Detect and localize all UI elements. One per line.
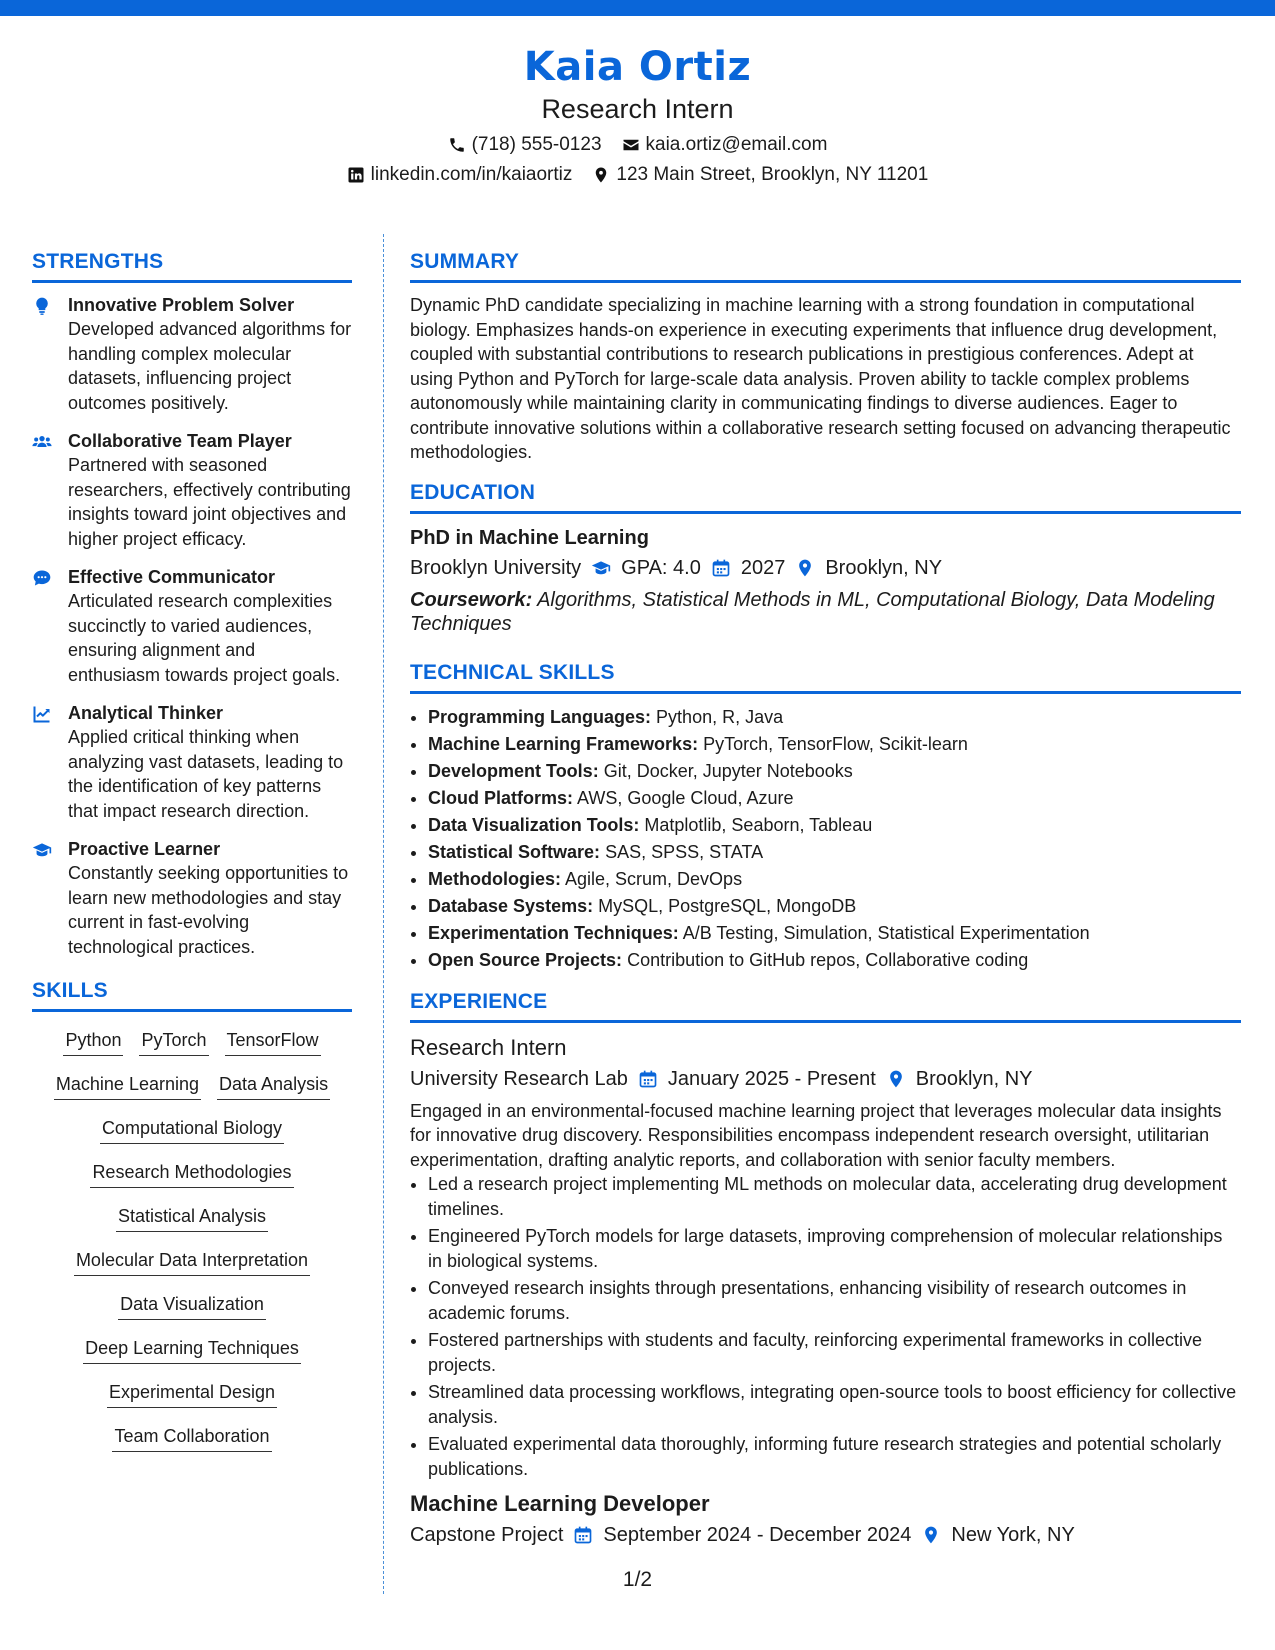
skill-tag: Computational Biology bbox=[100, 1116, 284, 1144]
calendar-icon bbox=[711, 558, 731, 578]
list-item: • Streamlined data processing workflows, integrating open-source tools to boost efficiency for collective analysis. bbox=[428, 1380, 1241, 1429]
email-item[interactable] bbox=[622, 130, 828, 160]
job-title: Machine Learning Developer bbox=[410, 1491, 710, 1516]
map-pin-icon bbox=[592, 166, 610, 184]
strength-title: Analytical Thinker bbox=[68, 703, 224, 723]
linkedin-icon bbox=[347, 166, 365, 184]
address-item bbox=[592, 160, 928, 190]
list-item bbox=[428, 866, 1241, 893]
list-item bbox=[428, 731, 1241, 758]
map-pin-icon bbox=[795, 558, 815, 578]
job-meta bbox=[410, 1519, 1241, 1551]
strength-item bbox=[32, 837, 352, 959]
skill-tag: Machine Learning bbox=[54, 1072, 201, 1100]
skill-tag: PyTorch bbox=[139, 1028, 208, 1056]
map-pin-icon bbox=[886, 1069, 906, 1089]
list-item bbox=[428, 839, 1241, 866]
skill-value: AWS, Google Cloud, Azure bbox=[577, 787, 794, 808]
comment-icon bbox=[32, 565, 54, 687]
summary-text: Dynamic PhD candidate specializing in machine learning with a strong foundation in computational biology. Emphasizes hands-on experience in executing experiments that influence drug development, coupled with substantial contributions to research publications in prestigious conferences. Adept at using Python and PyTorch for large-scale data analysis. Proven ability to tackle complex problems autonomously while maintaining clarity in communicating findings to diverse audiences. Eager to contribute innovative solutions within a collaborative research setting focused on advancing therapeutic methodologies. bbox=[410, 295, 1231, 462]
strength-title: Proactive Learner bbox=[68, 839, 221, 859]
resume-header bbox=[0, 40, 1275, 190]
job-org: Capstone Project bbox=[410, 1524, 564, 1546]
summary-heading: SUMMARY bbox=[410, 248, 1241, 283]
envelope-icon bbox=[622, 136, 640, 154]
strength-title: Collaborative Team Player bbox=[68, 431, 292, 451]
degree-title: PhD in Machine Learning bbox=[410, 526, 649, 549]
list-item bbox=[428, 704, 1241, 731]
column-divider bbox=[383, 234, 384, 1594]
lightbulb-icon bbox=[32, 293, 54, 415]
skill-tag: TensorFlow bbox=[225, 1028, 321, 1056]
skill-tag: Data Analysis bbox=[217, 1072, 330, 1100]
job-org: University Research Lab bbox=[410, 1067, 628, 1090]
list-item: • Evaluated experimental data thoroughly, informing future research strategies and potential scholarly publications. bbox=[428, 1432, 1241, 1481]
skill-tag: Python bbox=[63, 1028, 123, 1056]
education-meta bbox=[410, 552, 1241, 584]
list-item bbox=[428, 758, 1241, 785]
technical-skills-heading: TECHNICAL SKILLS bbox=[410, 659, 1241, 694]
job-meta bbox=[410, 1063, 1241, 1095]
list-item: • Led a research project implementing ML methods on molecular data, accelerating drug development timelines. bbox=[428, 1172, 1241, 1221]
job-location: New York, NY bbox=[951, 1524, 1075, 1546]
calendar-icon bbox=[573, 1525, 593, 1545]
users-icon bbox=[32, 429, 54, 551]
calendar-icon bbox=[638, 1069, 658, 1089]
strength-desc: Applied critical thinking when analyzing vast datasets, leading to the identification of key patterns that impact research direction. bbox=[68, 727, 344, 821]
skill-label: Programming Languages: bbox=[428, 706, 652, 727]
list-item bbox=[428, 812, 1241, 839]
skill-tag: Experimental Design bbox=[107, 1380, 277, 1408]
contact-row-1 bbox=[0, 130, 1275, 160]
gpa-text: GPA: 4.0 bbox=[621, 556, 701, 579]
strength-desc: Developed advanced algorithms for handling complex molecular datasets, influencing project outcomes positively. bbox=[68, 319, 352, 413]
skill-value: Matplotlib, Seaborn, Tableau bbox=[644, 814, 873, 835]
skill-label: Cloud Platforms: bbox=[428, 787, 574, 808]
job-summary: Engaged in an environmental-focused machine learning project that leverages molecular data insights for innovative drug discovery. Responsibilities encompass independent research oversight, utilitarian experimentation, drafting analytic reports, and collaboration with senior faculty members. bbox=[410, 1100, 1222, 1170]
coursework-text: Algorithms, Statistical Methods in ML, Computational Biology, Data Modeling Techniques bbox=[410, 588, 1215, 635]
strength-desc: Articulated research complexities succinctly to varied audiences, ensuring alignment and enthusiasm towards project goals. bbox=[68, 591, 341, 685]
top-accent-bar bbox=[0, 0, 1275, 16]
skill-tag: Research Methodologies bbox=[90, 1160, 293, 1188]
school-name: Brooklyn University bbox=[410, 556, 582, 579]
phone-item bbox=[448, 130, 602, 160]
strength-desc: Constantly seeking opportunities to learn new methodologies and stay current in fast-evolving technological practices. bbox=[68, 863, 349, 957]
graduation-year: 2027 bbox=[740, 556, 786, 579]
list-item: • Fostered partnerships with students and faculty, reinforcing experimental frameworks in collective projects. bbox=[428, 1328, 1241, 1377]
contact-row-2 bbox=[0, 160, 1275, 190]
skill-label: Open Source Projects: bbox=[428, 949, 623, 970]
skill-label: Database Systems: bbox=[428, 895, 594, 916]
right-column bbox=[410, 248, 1241, 1551]
skills-list bbox=[32, 1022, 352, 1452]
job-title: Research Intern bbox=[410, 1034, 567, 1060]
job-location: Brooklyn, NY bbox=[915, 1067, 1033, 1090]
candidate-role: Research Intern bbox=[541, 94, 734, 124]
list-item bbox=[428, 785, 1241, 812]
email-text: kaia.ortiz@email.com bbox=[645, 134, 828, 155]
skill-value: Agile, Scrum, DevOps bbox=[565, 868, 743, 889]
skill-label: Methodologies: bbox=[428, 868, 561, 889]
skill-tag: Team Collaboration bbox=[112, 1424, 271, 1452]
skill-label: Statistical Software: bbox=[428, 841, 601, 862]
linkedin-text: linkedin.com/in/kaiaortiz bbox=[370, 164, 573, 185]
skill-label: Machine Learning Frameworks: bbox=[428, 733, 699, 754]
skill-label: Experimentation Techniques: bbox=[428, 922, 679, 943]
chart-line-icon bbox=[32, 701, 54, 823]
phone-text: (718) 555-0123 bbox=[471, 134, 602, 155]
strength-title: Innovative Problem Solver bbox=[68, 295, 295, 315]
strength-item bbox=[32, 565, 352, 687]
coursework-label: Coursework: bbox=[410, 588, 533, 611]
strength-item bbox=[32, 293, 352, 415]
strength-desc: Partnered with seasoned researchers, effectively contributing insights toward joint objectives and higher project efficacy. bbox=[68, 455, 351, 549]
skill-tag: Molecular Data Interpretation bbox=[74, 1248, 310, 1276]
left-column bbox=[32, 248, 352, 1468]
strength-item bbox=[32, 701, 352, 823]
map-pin-icon bbox=[921, 1525, 941, 1545]
job-dates: September 2024 - December 2024 bbox=[603, 1524, 912, 1546]
page-number: 1/2 bbox=[622, 1568, 653, 1591]
skill-value: SAS, SPSS, STATA bbox=[605, 841, 764, 862]
strength-title: Effective Communicator bbox=[68, 567, 276, 587]
job-dates: January 2025 - Present bbox=[667, 1067, 876, 1090]
list-item: • Conveyed research insights through presentations, enhancing visibility of research outcomes in academic forums. bbox=[428, 1276, 1241, 1325]
phone-icon bbox=[448, 136, 466, 154]
education-heading: EDUCATION bbox=[410, 479, 1241, 514]
skill-value: Contribution to GitHub repos, Collaborative coding bbox=[627, 949, 1029, 970]
graduation-cap-icon bbox=[32, 837, 54, 959]
skill-tag: Deep Learning Techniques bbox=[83, 1336, 301, 1364]
skills-heading: SKILLS bbox=[32, 977, 352, 1012]
strength-item bbox=[32, 429, 352, 551]
experience-heading: EXPERIENCE bbox=[410, 988, 1241, 1023]
address-text: 123 Main Street, Brooklyn, NY 11201 bbox=[616, 164, 929, 185]
skill-value: Git, Docker, Jupyter Notebooks bbox=[603, 760, 853, 781]
list-item bbox=[428, 947, 1241, 974]
skill-value: A/B Testing, Simulation, Statistical Experimentation bbox=[682, 922, 1090, 943]
list-item: • Engineered PyTorch models for large datasets, improving comprehension of molecular relationships in biological systems. bbox=[428, 1224, 1241, 1273]
candidate-name: Kaia Ortiz bbox=[523, 44, 752, 90]
list-item bbox=[428, 920, 1241, 947]
graduation-cap-icon bbox=[591, 558, 611, 578]
education-location: Brooklyn, NY bbox=[825, 556, 943, 579]
skill-label: Development Tools: bbox=[428, 760, 599, 781]
strengths-heading: STRENGTHS bbox=[32, 248, 352, 283]
skill-tag: Statistical Analysis bbox=[116, 1204, 268, 1232]
skill-label: Data Visualization Tools: bbox=[428, 814, 640, 835]
skill-value: PyTorch, TensorFlow, Scikit-learn bbox=[703, 733, 968, 754]
job-bullets bbox=[410, 1172, 1241, 1481]
technical-skills-list bbox=[410, 704, 1241, 974]
skill-tag: Data Visualization bbox=[118, 1292, 266, 1320]
skill-value: Python, R, Java bbox=[656, 706, 784, 727]
coursework bbox=[410, 588, 1241, 637]
linkedin-item[interactable] bbox=[347, 160, 573, 190]
skill-value: MySQL, PostgreSQL, MongoDB bbox=[598, 895, 857, 916]
list-item bbox=[428, 893, 1241, 920]
